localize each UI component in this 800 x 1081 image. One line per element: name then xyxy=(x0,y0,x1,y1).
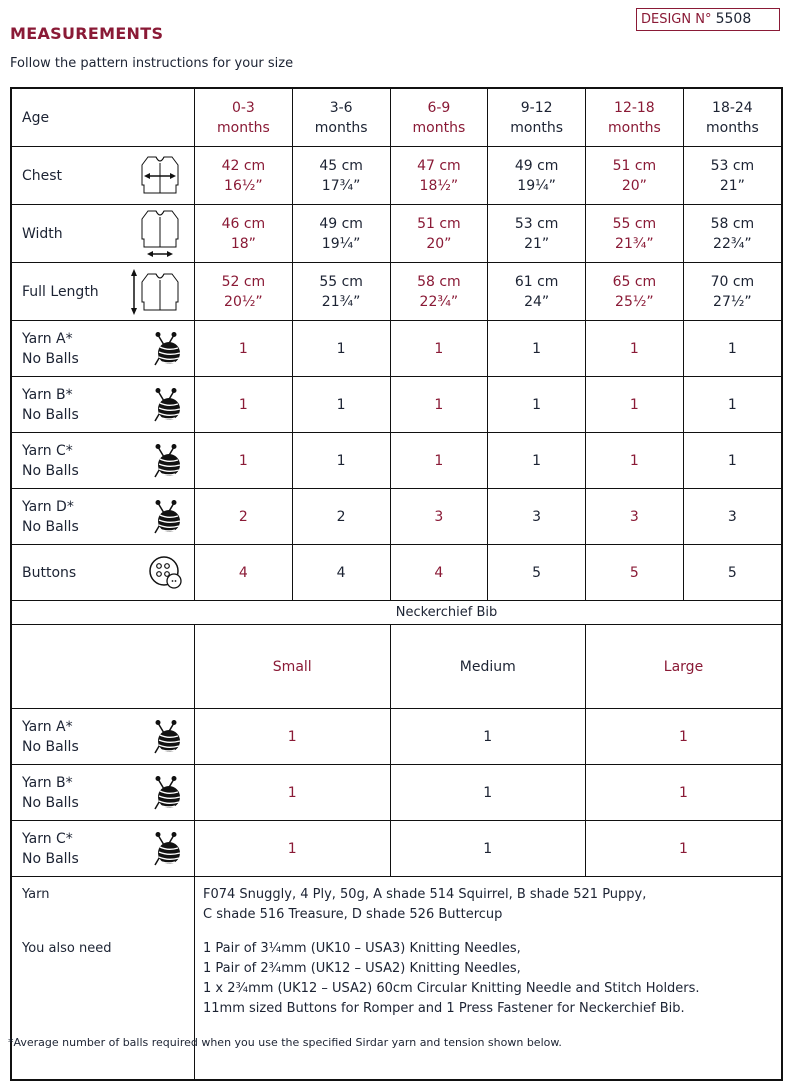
balls-value: 3 xyxy=(390,489,488,545)
yarn-ball-icon xyxy=(148,719,184,755)
inch-value: 27½” xyxy=(713,293,752,310)
need-line: 1 Pair of 3¼mm (UK10 – USA3) Knitting Needles, xyxy=(203,941,521,956)
design-number: 5508 xyxy=(715,11,752,27)
cm-value: 47 cm xyxy=(417,157,461,174)
yarn-line: C shade 516 Treasure, D shade 526 Buttercup xyxy=(203,907,503,922)
row-label: Chest xyxy=(22,167,63,184)
balls-label: No Balls xyxy=(22,850,79,867)
bib-yarn-c-row xyxy=(11,821,782,877)
materials-row xyxy=(11,877,782,1081)
cm-value: 58 cm xyxy=(417,273,461,290)
inch-value: 25½” xyxy=(615,293,654,310)
balls-value: 1 xyxy=(390,321,488,377)
buttons-value: 4 xyxy=(292,545,390,601)
size-range: 18-24 xyxy=(712,99,753,116)
row-label: Width xyxy=(22,225,63,242)
inch-value: 21¾” xyxy=(615,235,654,252)
yarn-ball-icon xyxy=(148,775,184,811)
inch-value: 21” xyxy=(524,235,550,252)
balls-value: 1 xyxy=(390,765,586,821)
inch-value: 18½” xyxy=(419,177,459,194)
balls-value: 1 xyxy=(390,433,488,489)
yarn-ball-icon xyxy=(148,387,184,423)
inch-value: 24” xyxy=(524,293,550,310)
balls-value: 1 xyxy=(390,821,586,877)
balls-label: No Balls xyxy=(22,406,79,423)
size-range: 9-12 xyxy=(520,99,553,116)
buttons-value: 4 xyxy=(390,545,488,601)
yarn-d-row xyxy=(11,489,782,545)
yarn-label: Yarn B* xyxy=(22,774,73,791)
balls-value: 1 xyxy=(195,377,293,433)
yarn-a-row xyxy=(11,321,782,377)
yarn-ball-icon xyxy=(148,831,184,867)
width-row xyxy=(11,205,782,263)
balls-value: 1 xyxy=(292,377,390,433)
inch-value: 22¾” xyxy=(419,293,459,310)
size-range: 6-9 xyxy=(427,99,451,116)
balls-label: No Balls xyxy=(22,518,79,535)
size-unit: months xyxy=(314,119,368,136)
balls-value: 1 xyxy=(586,709,783,765)
subtitle: Follow the pattern instructions for your size xyxy=(10,56,294,71)
bib-size-row xyxy=(11,625,782,709)
bib-yarn-a-row xyxy=(11,709,782,765)
yarn-label: Yarn A* xyxy=(22,330,73,347)
balls-value: 2 xyxy=(292,489,390,545)
bib-title: Neckerchief Bib xyxy=(11,601,782,625)
yarn-b-row xyxy=(11,377,782,433)
chest-row xyxy=(11,147,782,205)
buttons-value: 4 xyxy=(195,545,293,601)
length-measure-icon xyxy=(128,267,184,317)
inch-value: 16½” xyxy=(224,177,263,194)
balls-label: No Balls xyxy=(22,738,79,755)
inch-value: 21” xyxy=(719,177,745,194)
cm-value: 53 cm xyxy=(710,157,755,174)
balls-value: 1 xyxy=(390,377,488,433)
buttons-row xyxy=(11,545,782,601)
cm-value: 42 cm xyxy=(221,157,266,174)
buttons-value: 5 xyxy=(683,545,782,601)
yarn-ball-icon xyxy=(148,443,184,479)
balls-value: 1 xyxy=(292,321,390,377)
bib-title-row xyxy=(11,601,782,625)
measurements-table xyxy=(10,87,783,1081)
page-title: MEASUREMENTS xyxy=(10,24,164,43)
need-line: 1 Pair of 2¾mm (UK12 – USA2) Knitting Needles, xyxy=(203,961,521,976)
balls-value: 1 xyxy=(586,377,684,433)
inch-value: 20” xyxy=(426,235,452,252)
size-unit: months xyxy=(217,119,270,136)
yarn-label: Yarn C* xyxy=(22,830,73,847)
balls-value: 1 xyxy=(195,821,391,877)
inch-value: 21¾” xyxy=(321,293,361,310)
balls-value: 1 xyxy=(195,433,293,489)
design-label: DESIGN N° xyxy=(641,12,712,27)
size-unit: months xyxy=(412,119,466,136)
inch-value: 19¼” xyxy=(517,177,556,194)
design-number-box xyxy=(636,8,780,31)
balls-value: 1 xyxy=(586,821,783,877)
cm-value: 55 cm xyxy=(319,273,363,290)
balls-value: 1 xyxy=(292,433,390,489)
balls-label: No Balls xyxy=(22,794,79,811)
balls-value: 1 xyxy=(683,321,782,377)
size-unit: months xyxy=(706,119,759,136)
inch-value: 18” xyxy=(230,235,256,252)
balls-value: 2 xyxy=(195,489,293,545)
balls-value: 3 xyxy=(586,489,684,545)
row-label: Buttons xyxy=(22,564,77,581)
balls-value: 1 xyxy=(683,433,782,489)
bib-size: Medium xyxy=(390,625,586,709)
cm-value: 58 cm xyxy=(710,215,755,232)
need-line: 1 x 2¾mm (UK12 – USA2) 60cm Circular Knitting Needle and Stitch Holders. xyxy=(203,981,700,996)
yarn-line: F074 Snuggly, 4 Ply, 50g, A shade 514 Squirrel, B shade 521 Puppy, xyxy=(203,887,647,902)
cm-value: 55 cm xyxy=(612,215,657,232)
yarn-label: Yarn B* xyxy=(22,386,73,403)
cm-value: 52 cm xyxy=(221,273,266,290)
inch-value: 17¾” xyxy=(321,177,361,194)
balls-label: No Balls xyxy=(22,350,79,367)
row-label: Full Length xyxy=(22,283,99,300)
yarn-c-row xyxy=(11,433,782,489)
balls-label: No Balls xyxy=(22,462,79,479)
yarn-label: Yarn A* xyxy=(22,718,73,735)
cm-value: 53 cm xyxy=(514,215,559,232)
inch-value: 19¼” xyxy=(321,235,361,252)
cm-value: 51 cm xyxy=(612,157,657,174)
size-range: 0-3 xyxy=(231,99,255,116)
inch-value: 20½” xyxy=(224,293,263,310)
balls-value: 1 xyxy=(488,433,586,489)
balls-value: 3 xyxy=(488,489,586,545)
balls-value: 1 xyxy=(390,709,586,765)
balls-value: 3 xyxy=(683,489,782,545)
size-unit: months xyxy=(608,119,661,136)
chest-measure-icon xyxy=(138,155,184,197)
balls-value: 1 xyxy=(195,765,391,821)
cm-value: 46 cm xyxy=(221,215,266,232)
balls-value: 1 xyxy=(488,321,586,377)
inch-value: 22¾” xyxy=(713,235,752,252)
cm-value: 51 cm xyxy=(417,215,461,232)
size-range: 12-18 xyxy=(614,99,655,116)
buttons-value: 5 xyxy=(488,545,586,601)
balls-value: 1 xyxy=(195,321,293,377)
need-line: 11mm sized Buttons for Romper and 1 Press Fastener for Neckerchief Bib. xyxy=(203,1001,685,1016)
inch-value: 20” xyxy=(621,177,647,194)
yarn-label: Yarn C* xyxy=(22,442,73,459)
cm-value: 61 cm xyxy=(514,273,559,290)
bib-size: Small xyxy=(195,625,391,709)
size-unit: months xyxy=(510,119,563,136)
balls-value: 1 xyxy=(195,709,391,765)
yarn-ball-icon xyxy=(148,499,184,535)
buttons-value: 5 xyxy=(586,545,684,601)
balls-value: 1 xyxy=(586,765,783,821)
bib-yarn-b-row xyxy=(11,765,782,821)
cm-value: 49 cm xyxy=(514,157,559,174)
age-label: Age xyxy=(11,88,195,147)
yarn-label: Yarn D* xyxy=(22,498,74,515)
balls-value: 1 xyxy=(586,433,684,489)
cm-value: 70 cm xyxy=(710,273,755,290)
cm-value: 45 cm xyxy=(319,157,363,174)
balls-value: 1 xyxy=(488,377,586,433)
width-measure-icon xyxy=(138,209,184,259)
need-label: You also need xyxy=(22,941,112,956)
balls-value: 1 xyxy=(586,321,684,377)
cm-value: 49 cm xyxy=(319,215,363,232)
size-range: 3-6 xyxy=(329,99,353,116)
balls-value: 1 xyxy=(683,377,782,433)
full-length-row xyxy=(11,263,782,321)
yarn-ball-icon xyxy=(148,331,184,367)
yarn-label: Yarn xyxy=(22,887,50,902)
age-row xyxy=(11,88,782,147)
cm-value: 65 cm xyxy=(612,273,657,290)
footnote: *Average number of balls required when you use the specified Sirdar yarn and tension shown below. xyxy=(8,1036,562,1049)
button-icon xyxy=(148,555,184,591)
bib-size: Large xyxy=(586,625,783,709)
